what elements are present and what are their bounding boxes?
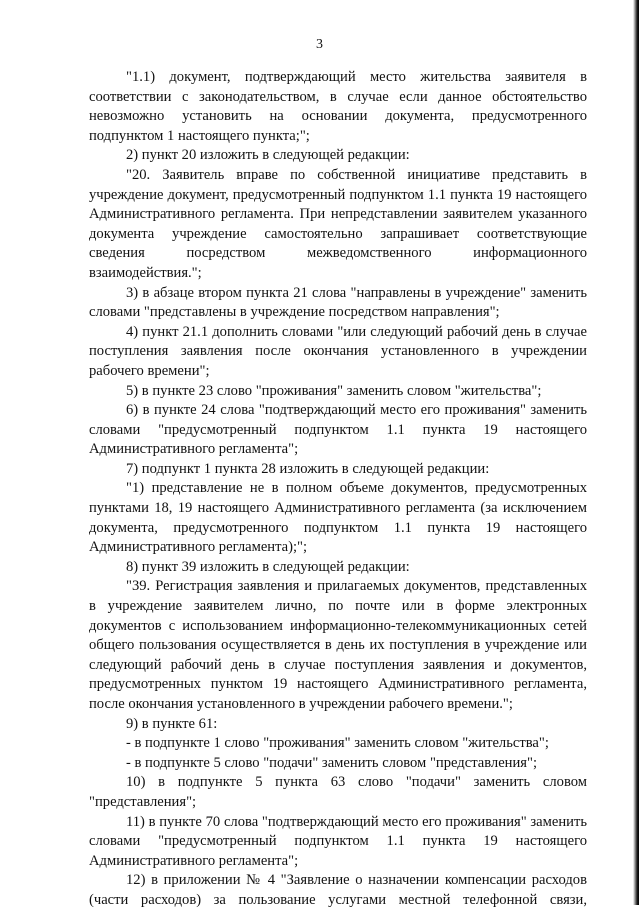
paragraph-item-9: 9) в пункте 61: [126, 715, 218, 732]
paragraph-item-2: 2) пункт 20 изложить в следующей редакции: [126, 147, 410, 164]
paragraph-1-1-document: "1.1) документ, подтверждающий место жительства заявителя в соответствии с законодательством, в случае если данное обстоятельство невозможно установить на основании документа, предусмотренного подпунктом 1 настоящего пункта;"; [89, 69, 587, 144]
scan-edge-shadow [633, 0, 639, 905]
paragraph-subitem-5: - в подпункте 5 слово "подачи" заменить словом "представления"; [126, 754, 538, 771]
paragraph-clause-20: "20. Заявитель вправе по собственной инициативе представить в учреждение документ, предусмотренный подпунктом 1.1 пункта 19 настоящего Административного регламента. При непредставлении заявителем указанного документа учреждение самостоятельно запрашивает соответствующие сведения посредством межведомственного информационного взаимодействия."; [89, 166, 587, 281]
paragraph-item-12: 12) в приложении № 4 "Заявление о назначении компенсации расходов (части расходов) за пользование услугами местной телефонной связи, [89, 872, 587, 908]
paragraph-clause-39: "39. Регистрация заявления и прилагаемых документов, представленных в учреждение заявителем лично, по почте или в форме электронных документов с использованием информационно-телекоммуникационных сетей общего пользования осуществляется в день их поступления в учреждение или следующий рабочий день в случае поступления заявления и документов, предусмотренных пунктом 19 настоящего Административного регламента, после окончания установленного в учреждении рабочего времени."; [89, 578, 587, 712]
paragraph-item-4: 4) пункт 21.1 дополнить словами "или следующий рабочий день в случае поступления заявления после окончания установленного в учреждении рабочего времени"; [89, 323, 587, 379]
paragraph-item-10: 10) в подпункте 5 пункта 63 слово "подачи" заменить словом "представления"; [89, 774, 587, 810]
paragraph-clause-1: "1) представление не в полном объеме документов, предусмотренных пунктами 18, 19 настоящего Административного регламента (за исключением документа, предусмотренного подпунктом 1.1 пункта 19 настоящего Административного регламента);"; [89, 480, 587, 556]
paragraph-item-3: 3) в абзаце втором пункта 21 слова "направлены в учреждение" заменить словами "представлены в учреждение посредством направления"; [89, 284, 587, 321]
paragraph-item-11: 11) в пункте 70 слова "подтверждающий место его проживания" заменить словами "предусмотренный подпунктом 1.1 пункта 19 настоящего Административного регламента"; [89, 813, 587, 869]
document-body [89, 68, 587, 911]
page-number: 3 [316, 37, 323, 52]
paragraph-subitem-1: - в подпункте 1 слово "проживания" заменить словом "жительства"; [126, 735, 549, 752]
paragraph-item-8: 8) пункт 39 изложить в следующей редакции: [126, 558, 410, 575]
paragraph-item-6: 6) в пункте 24 слова "подтверждающий место его проживания" заменить словами "предусмотренный подпунктом 1.1 пункта 19 настоящего Административного регламента"; [89, 402, 587, 458]
paragraph-item-5: 5) в пункте 23 слово "проживания" заменить словом "жительства"; [126, 382, 542, 399]
paragraph-item-7: 7) подпункт 1 пункта 28 изложить в следующей редакции: [126, 460, 490, 477]
